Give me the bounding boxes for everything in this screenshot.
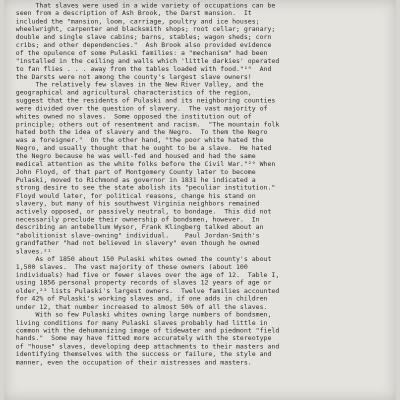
text-line: the Negro because he was well-fed and housed and had the same — [4, 152, 256, 161]
text-line: That slaves were used in a wide variety of occupations can be — [4, 2, 276, 10]
text-line: wheelwright, carpenter and blacksmith shops; root cellar; granary; — [4, 25, 276, 34]
text-line: identifying themselves with the success or failure, the style and — [4, 351, 272, 359]
text-line: hated both the idea of slavery and the Negro. To them the Negro — [4, 128, 268, 137]
text-line: older,²² lists Pulaski's largest owners. Twelve families accounted — [4, 287, 280, 296]
text-line: of "house" slaves, developing deep attachments to their masters and — [4, 343, 280, 351]
text-line: under 12, that number increased to almost 50% of all the slaves. — [4, 303, 268, 312]
text-line: "abolitionist slave-owning" individual. Paul Jordan-Smith's — [4, 232, 260, 240]
text-line: slaves.²¹ — [4, 247, 52, 256]
text-line: grandfather "had not believed in slavery" even though he owned — [4, 239, 260, 248]
text-line: seen from a description of Ash Brook, the Darst mansion. It — [4, 9, 252, 18]
document-page — [4, 0, 396, 400]
text-line: The relatively few slaves in the New River Valley, and the — [4, 81, 264, 89]
text-line: As of 1850 about 150 Pulaski whites owned the county's about — [4, 255, 272, 264]
text-line: Negro, and usually thought that he ought to be a slave. He hated — [4, 144, 272, 153]
text-line: included the "mansion, loom, carriage, poultry and ice houses; — [4, 17, 260, 26]
text-line: of the opulence of some Pulaski families: a "mechanism" had been — [4, 49, 268, 58]
text-line: living conditions for many Pulaski slaves probably had little in — [4, 319, 268, 327]
text-line: "installed in the ceiling and walls which 'little darkies' operated — [4, 57, 280, 66]
text-line: medical attention as the white folks before the Civil War."²⁰ When — [4, 160, 276, 169]
text-line: were divided over the question of slavery. The vast majority of — [4, 105, 268, 113]
text-line: strong desire to see the state abolish its "peculiar institution." — [4, 184, 276, 193]
document-text — [4, 2, 384, 367]
text-line: was a foreigner." On the other hand, "the poor white hated the — [4, 136, 264, 145]
text-line: common with the dehumanizing image of tidewater and piedmont "field — [4, 327, 280, 335]
text-line: double and single slave cabins; barns, stables; wagon sheds; corn — [4, 33, 272, 42]
text-line: describing an antebellum Wysor, Frank Klingberg talked about an — [4, 224, 264, 232]
text-line: Pulaski, moved to Richmond as governor in 1831 he indicated a — [4, 176, 256, 185]
text-line: John Floyd, of that part of Montgomery County later to become — [4, 168, 256, 177]
text-line: principle; others out of resentment and racism. "The mountain folk — [4, 120, 280, 129]
text-line: With so few Pulaski whites owning large numbers of bondsmen, — [4, 311, 272, 319]
text-line: to fan flies . . . away from the tables loaded with food."¹⁹ And — [4, 65, 272, 74]
text-line: 1,500 slaves. The vast majority of these owners (about 100 — [4, 263, 248, 272]
text-line: slavery, but many of his southwest Virginia neighbors remained — [4, 200, 260, 208]
text-line: using 1856 personal property records of slaves 12 years of age or — [4, 279, 272, 288]
text-line: necessarily preclude their ownership of bondsmen, however. In — [4, 216, 260, 224]
text-line: cribs; and other dependencies." Ash Brook also provided evidence — [4, 41, 272, 50]
text-line: manner, even the occupation of their mistresses and masters. — [4, 358, 252, 367]
text-line: individuals) had five or fewer slaves over the age of 12. Table I, — [4, 271, 280, 280]
text-line: whites owned no slaves. Some opposed the institution out of — [4, 113, 252, 121]
text-line: geographical and agricultural characteristics of the region, — [4, 89, 252, 97]
text-line: actively opposed, or passively neutral, to bondage. This did not — [4, 208, 272, 216]
text-line: suggest that the residents of Pulaski and its neighboring counties — [4, 97, 276, 105]
text-line: the Darsts were not among the county's largest slave owners! — [4, 73, 252, 81]
text-line: for 42% of Pulaski's working slaves and, if one adds in children — [4, 295, 268, 304]
text-line: Floyd would later, for political reasons, change his stand on — [4, 192, 256, 200]
text-line: hands." Some may have fitted more accurately with the stereotype — [4, 335, 272, 343]
